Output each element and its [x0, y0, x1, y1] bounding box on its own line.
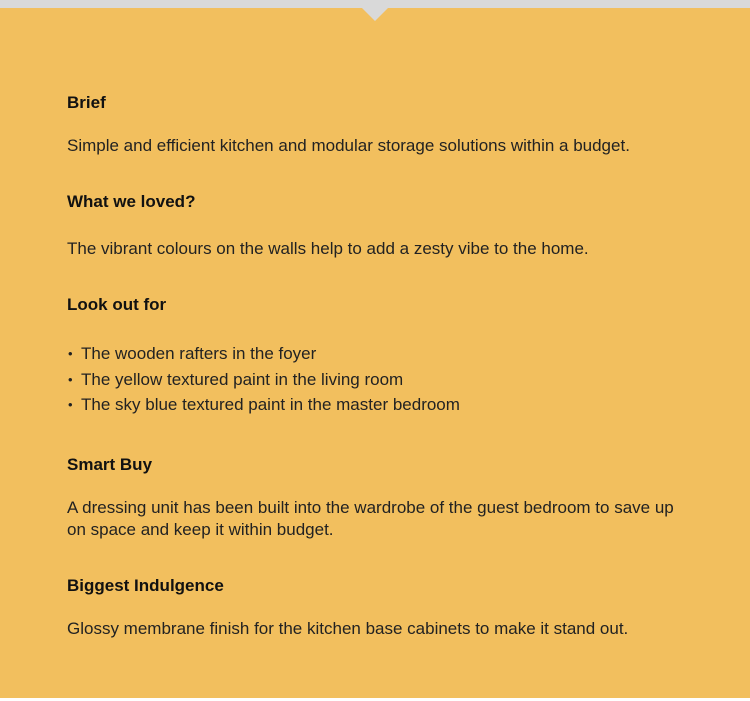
brief-section — [67, 92, 697, 157]
top-divider — [0, 0, 750, 8]
loved-section — [67, 191, 697, 260]
smart-buy-heading: Smart Buy — [67, 454, 153, 474]
brief-heading: Brief — [67, 93, 106, 112]
lookout-heading: Look out for — [67, 295, 167, 314]
bullet-icon: • — [68, 346, 73, 361]
indulgence-section — [67, 575, 697, 640]
list-item-text: The sky blue textured paint in the master bedroom — [81, 395, 460, 414]
list-item — [67, 367, 697, 393]
loved-text: The vibrant colours on the walls help to add a zesty vibe to the home. — [67, 239, 589, 258]
list-item-text: The yellow textured paint in the living room — [81, 369, 404, 389]
brief-text: Simple and efficient kitchen and modular storage solutions within a budget. — [67, 136, 630, 155]
loved-heading: What we loved? — [67, 192, 196, 211]
list-item — [67, 341, 697, 367]
list-item — [67, 392, 697, 418]
card-content — [67, 92, 697, 640]
smart-buy-text: A dressing unit has been built into the wardrobe of the guest bedroom to save up on space and keep it within budget. — [67, 497, 674, 539]
list-item-text: The wooden rafters in the foyer — [81, 344, 317, 363]
bullet-icon: • — [68, 371, 73, 387]
lookout-section — [67, 294, 697, 418]
bullet-icon: • — [68, 397, 73, 412]
pointer-notch — [362, 8, 388, 21]
smart-buy-section — [67, 454, 697, 541]
lookout-list — [67, 341, 697, 418]
indulgence-text: Glossy membrane finish for the kitchen base cabinets to make it stand out. — [67, 618, 629, 638]
indulgence-heading: Biggest Indulgence — [67, 575, 224, 595]
